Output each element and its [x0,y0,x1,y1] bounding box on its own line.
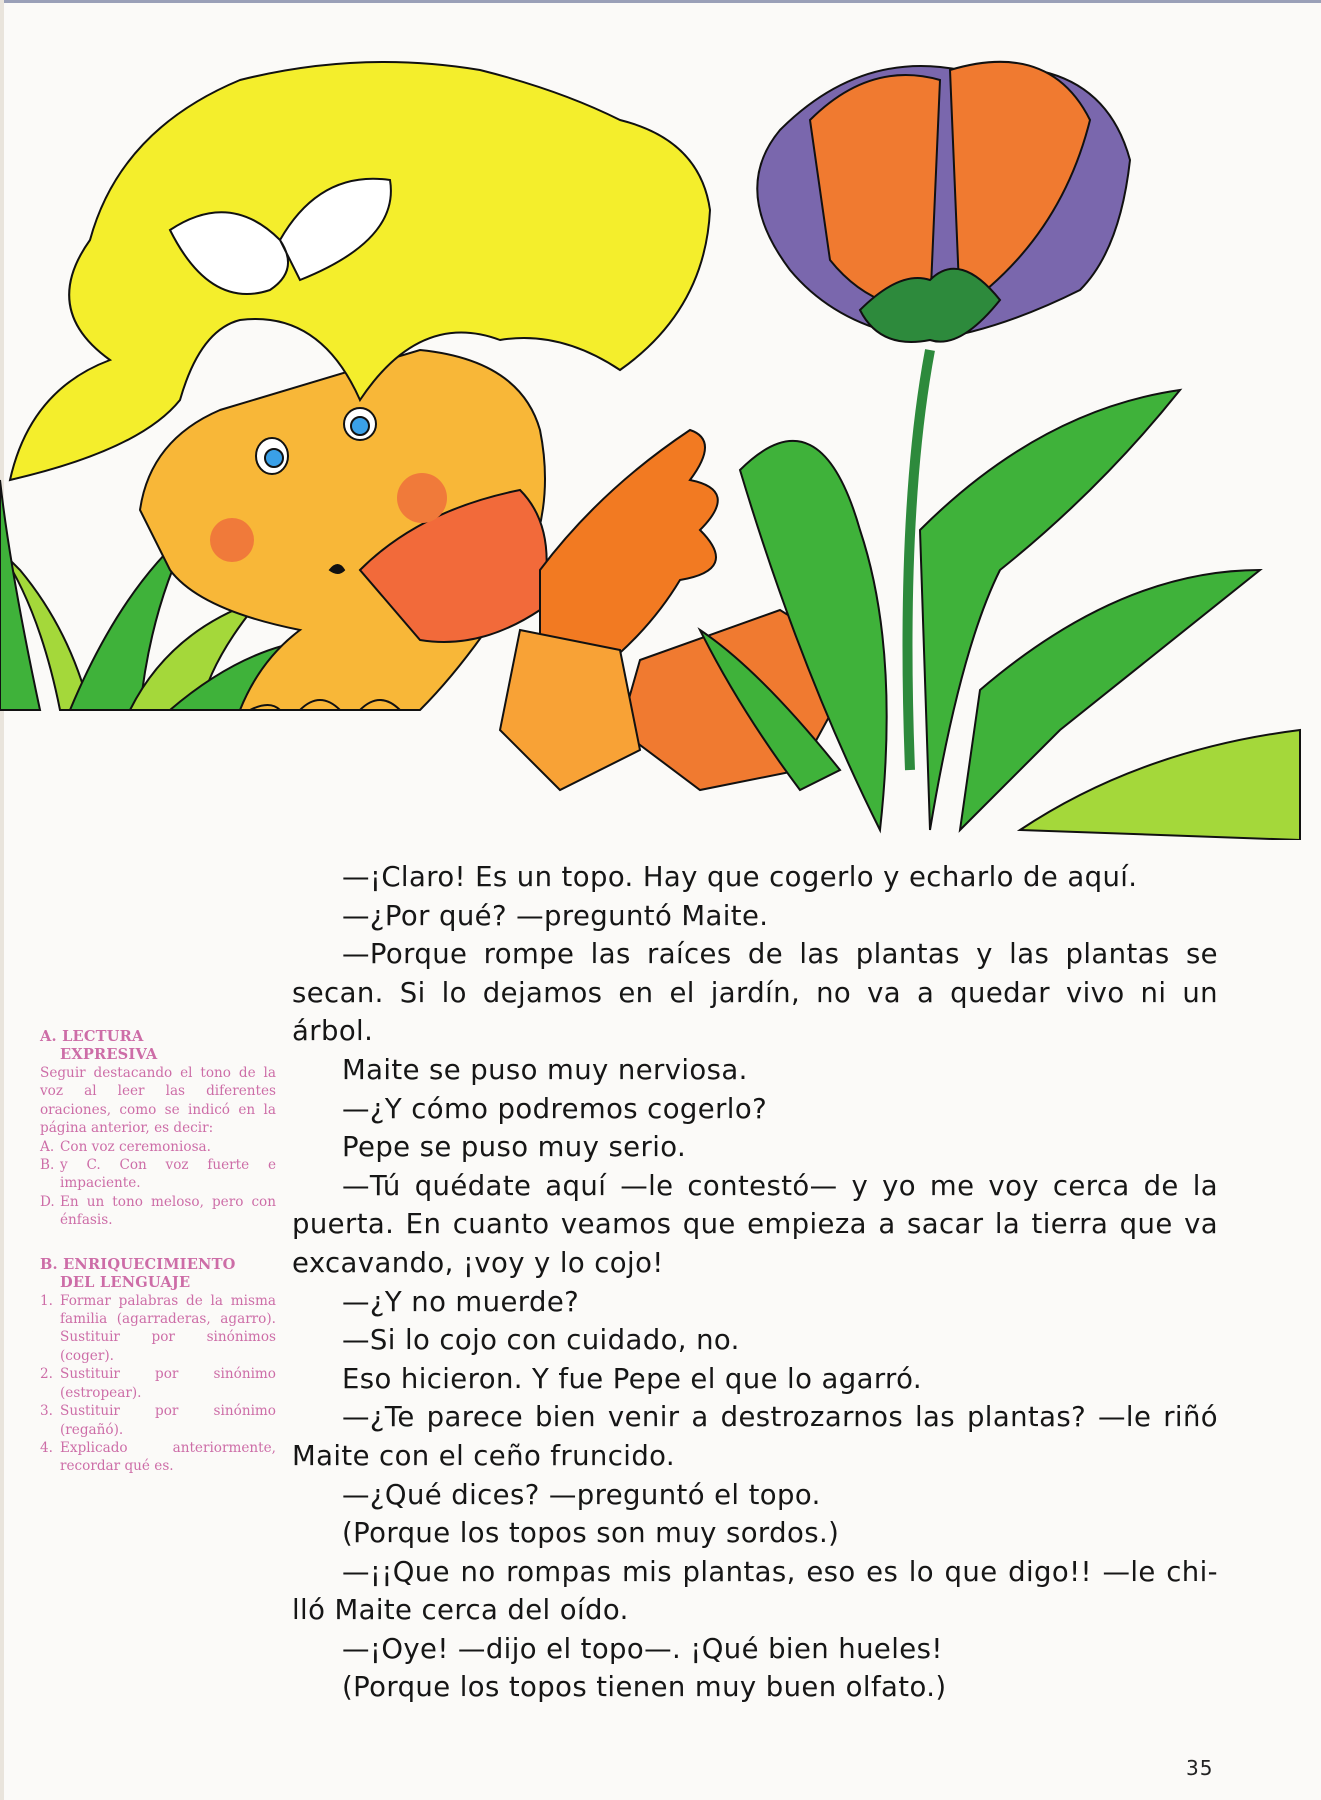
story-line: —Si lo cojo con cuidado, no. [342,1324,740,1357]
list-item: D. En un tono meloso, pero con énfasis. [40,1193,276,1229]
story-line: —¿Te parece bien venir a destrozarnos las plantas? —le riñó [342,1401,1218,1434]
section-b-list [40,1292,276,1476]
story-line: excavando, ¡voy y lo cojo! [292,1246,664,1279]
story-line: —¡Claro! Es un topo. Hay que cogerlo y echarlo de aquí. [342,861,1138,893]
story-line: Pepe se puso muy serio. [342,1131,687,1164]
story-line: puerta. En cuanto veamos que empieza a sacar la tierra que va [292,1208,1218,1241]
illustration [0,10,1321,840]
story-line: —¡Oye! —dijo el topo—. ¡Qué bien hueles! [342,1632,943,1665]
list-item: B. y C. Con voz fuerte e impaciente. [40,1157,276,1192]
section-a-text: Seguir destacando el tono de la voz al leer las diferentes oraciones, como se indicó en la página anterior, es decir: [40,1065,276,1137]
list-item: 1. Formar palabras de la misma familia (agarraderas, agarro). Sustituir por sinónimos (coger). [40,1292,276,1364]
top-border [0,0,1321,3]
story-line: —¿Qué dices? —preguntó el topo. [342,1478,821,1511]
notes-section-b [40,1256,276,1476]
teacher-notes [40,1028,276,1502]
notes-section-a [40,1028,276,1230]
story-line: Eso hicieron. Y fue Pepe el que lo agarró. [342,1362,923,1395]
story-line: —Porque rompe las raíces de las plantas y las plantas se [342,938,1218,971]
flower-illustration [700,62,1300,840]
list-item: 4. Explicado anteriormente, recordar qué es. [40,1439,276,1475]
story-text [292,858,1218,1707]
section-b-title: B. ENRIQUECIMIENTO [40,1255,236,1273]
section-a-title: A. LECTURA [40,1028,144,1045]
list-item: 3. Sustituir por sinónimo (regañó). [40,1403,276,1438]
story-line: —Tú quédate aquí —le contestó— y yo me voy cerca de la [342,1169,1218,1202]
story-line: —¡¡Que no rompas mis plantas, eso es lo que digo!! —le chi- [342,1555,1218,1588]
list-item: A. Con voz ceremoniosa. [40,1138,211,1155]
story-line: Maite se puso muy nerviosa. [342,1053,748,1086]
story-line: (Porque los topos tienen muy buen olfato.) [342,1671,947,1704]
page-number: 35 [1186,1756,1214,1780]
section-b-title-2: DEL LENGUAJE [60,1273,191,1291]
story-line: secan. Si lo dejamos en el jardín, no va a quedar vivo ni un [292,976,1218,1009]
section-a-list [40,1138,276,1230]
story-line: —¿Por qué? —preguntó Maite. [342,899,769,932]
story-line: —¿Y cómo podremos cogerlo? [342,1092,768,1125]
section-a-title-2: EXPRESIVA [60,1046,158,1063]
list-item: 2. Sustituir por sinónimo (estropear). [40,1366,276,1401]
story-line: (Porque los topos son muy sordos.) [342,1517,840,1550]
story-line: lló Maite cerca del oído. [292,1594,629,1627]
story-line: Maite con el ceño fruncido. [292,1439,676,1472]
story-line: —¿Y no muerde? [342,1285,580,1318]
story-line: árbol. [292,1015,374,1048]
